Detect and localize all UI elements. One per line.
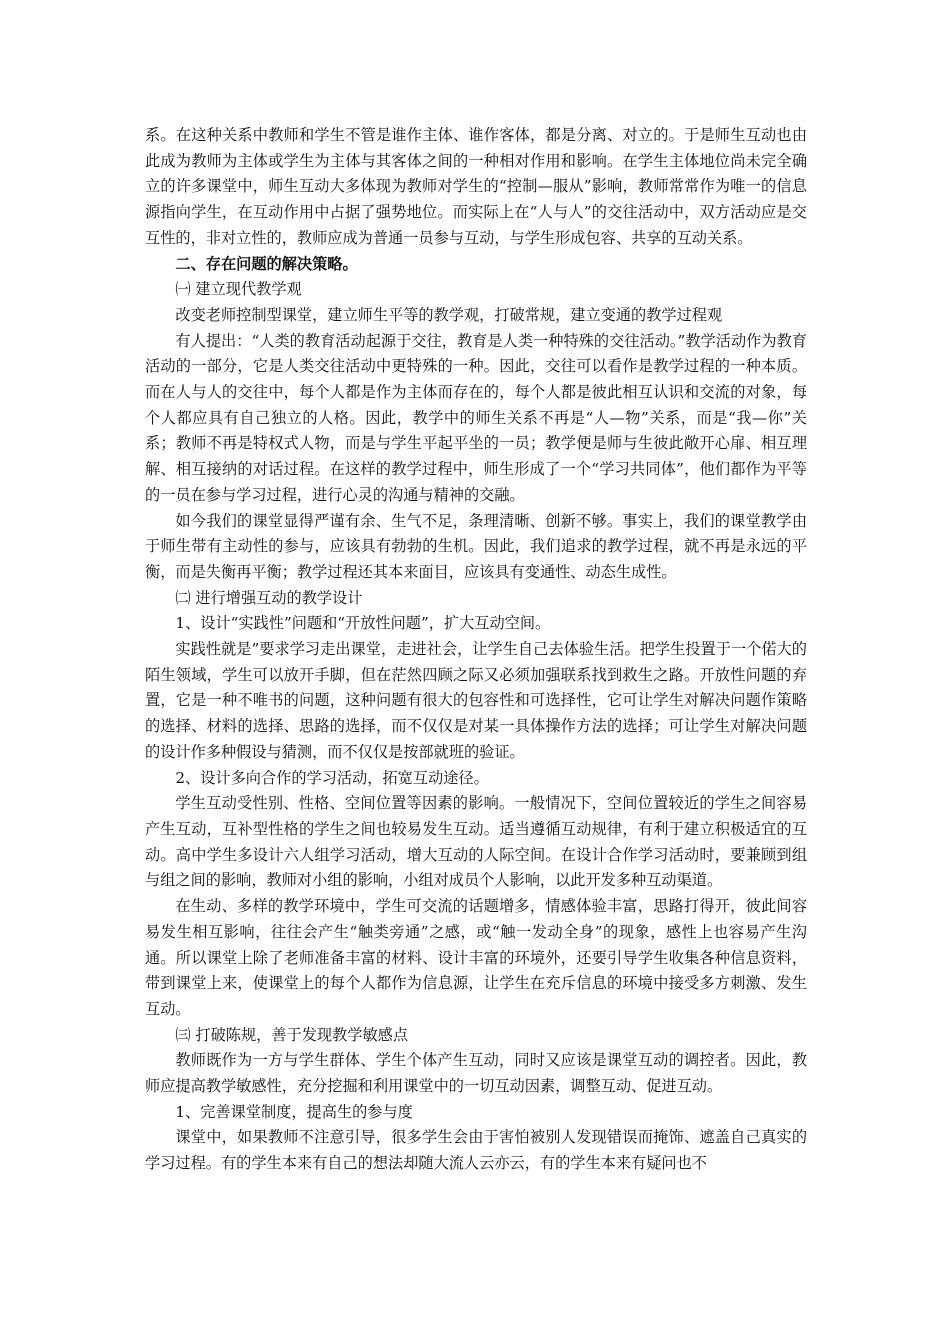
paragraph-teaching-view-summary: 改变老师控制型课堂，建立师生平等的教学观，打破常规，建立变通的教学过程观	[175, 305, 723, 324]
item-classroom-system: 1、完善课堂制度，提高生的参与度	[175, 1102, 413, 1121]
item-practical-open-questions: 1、设计“实践性”问题和“开放性问题”，扩大互动空间。	[175, 614, 551, 633]
paragraph-practical-open: 实践性就是”要求学习走出课堂，走进社会，让学生自己去体验生活。把学生投置于一个偌大的陌生领域，学生可以放开手脚，但在茫然四顾之际又必须加强联系找到救生之路。开放性问题的弃置，它是一种不唯书的问题，这种问题有很大的包容性和可选择性，它可让学生对解决问题作策略的选择、材料的选择、思路的选择，而不仅仅是对某一具体操作方法的选择；可让学生对解决问题的设计作多种假设与猜测，而不仅仅是按部就班的验证。	[145, 640, 807, 761]
section-heading-solutions: 二、存在问题的解决策略。	[175, 254, 358, 273]
paragraph-teaching-environment: 在生动、多样的教学环境中，学生可交流的话题增多，情感体验丰富，思路打得开，彼此间容易发生相互影响，往往会产生“触类旁通”之感，或“触一发动全身”的现象，感性上也容易产生沟通。所以课堂上除了老师准备丰富的材料、设计丰富的环境外，还要引导学生收集各种信息资料，带到课堂上来，使课堂上的每个人都作为信息源，让学生在充斥信息的环境中接受多方刺激、发生互动。	[145, 897, 807, 1018]
subheading-modern-teaching-view: ㈠ 建立现代教学观	[175, 280, 302, 299]
item-cooperative-activities: 2、设计多向合作的学习活动，拓宽互动途径。	[175, 768, 489, 787]
document-page	[145, 123, 807, 1177]
subheading-interactive-design: ㈡ 进行增强互动的教学设计	[175, 588, 363, 607]
paragraph-communication: 有人提出：“人类的教育活动起源于交往，教育是人类一种特殊的交往活动。”教学活动作为教育活动的一部分，它是人类交往活动中更特殊的一种。因此，交往可以看作是教学过程的一种本质。而在人与人的交往中，每个人都是作为主体而存在的，每个人都是彼此相互认识和交流的对象，每个人都应具有自己独立的人格。因此，教学中的师生关系不再是“人—物”关系，而是“我—你”关系；教师不再是特权式人物，而是与学生平起平坐的一员；教学便是师与生彼此敞开心扉、相互理解、相互接纳的对话过程。在这样的教学过程中，师生形成了一个“学习共同体”，他们都作为平等的一员在参与学习过程，进行心灵的沟通与精神的交融。	[145, 331, 807, 504]
subheading-sensitive-points: ㈢ 打破陈规，善于发现教学敏感点	[175, 1025, 409, 1044]
paragraph-guidance: 课堂中，如果教师不注意引导，很多学生会由于害怕被别人发现错误而掩饰、遮盖自己真实的学习过程。有的学生本来有自己的想法却随大流人云亦云，有的学生本来有疑问也不	[145, 1128, 807, 1173]
paragraph-interaction-factors: 学生互动受性别、性格、空间位置等因素的影响。一般情况下，空间位置较近的学生之间容易产生互动，互补型性格的学生之间也较易发生互动。适当遵循互动规律，有利于建立积极适宜的互动。高中学生多设计六人组学习活动，增大互动的人际空间。在设计合作学习活动时，要兼顾到组与组之间的影响，教师对小组的影响，小组对成员个人影响，以此开发多种互动渠道。	[145, 794, 807, 890]
paragraph-continuation: 系。在这种关系中教师和学生不管是谁作主体、谁作客体，都是分离、对立的。于是师生互动也由此成为教师为主体或学生为主体与其客体之间的一种相对作用和影响。在学生主体地位尚未完全确立的许多课堂中，师生互动大多体现为教师对学生的“控制—服从”影响，教师常常作为唯一的信息源指向学生，在互动作用中占据了强势地位。而实际上在“人与人”的交往活动中，双方活动应是交互性的，非对立性的，教师应成为普通一员参与互动，与学生形成包容、共享的互动关系。	[145, 126, 807, 247]
paragraph-classroom-balance: 如今我们的课堂显得严谨有余、生气不足，条理清晰、创新不够。事实上，我们的课堂教学由于师生带有主动性的参与，应该具有勃勃的生机。因此，我们追求的教学过程，就不再是永远的平衡，而是失衡再平衡；教学过程还其本来面目，应该具有变通性、动态生成性。	[145, 511, 807, 581]
paragraph-teacher-regulator: 教师既作为一方与学生群体、学生个体产生互动，同时又应该是课堂互动的调控者。因此，教师应提高教学敏感性，充分挖掘和利用课堂中的一切互动因素，调整互动、促进互动。	[145, 1051, 807, 1096]
